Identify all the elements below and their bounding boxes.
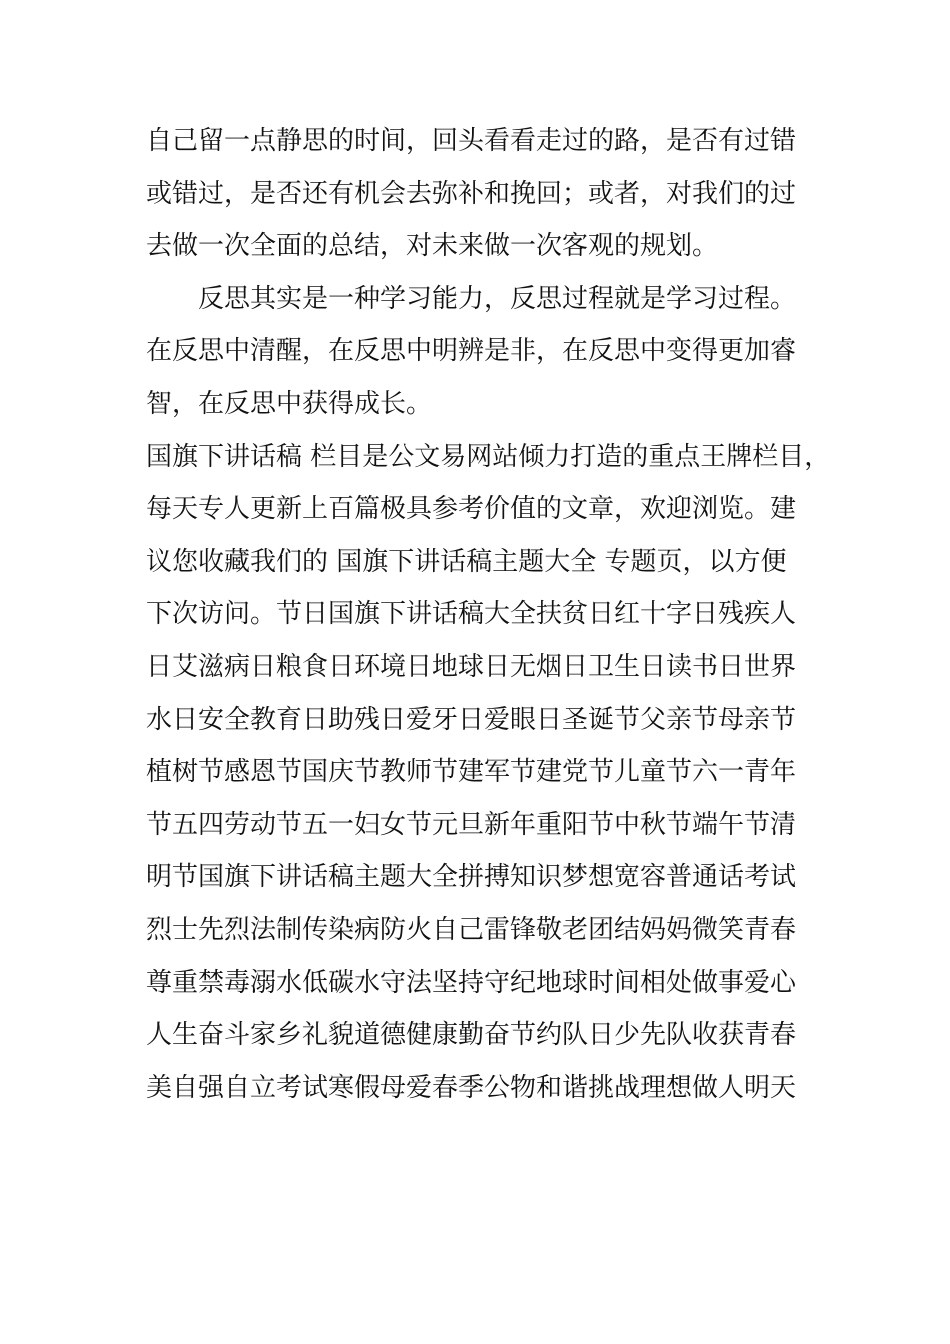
- paragraph-line: 下次访问。节日国旗下讲话稿大全扶贫日红十字日残疾人: [146, 599, 797, 630]
- paragraph-line: 议您收藏我们的 国旗下讲话稿主题大全 专题页，以方便: [146, 546, 787, 577]
- paragraph-line: 水日安全教育日助残日爱牙日爱眼日圣诞节父亲节母亲节: [146, 704, 797, 735]
- paragraph-line: 或错过，是否还有机会去弥补和挽回；或者，对我们的过: [146, 178, 797, 209]
- paragraph-line: 尊重禁毒溺水低碳水守法坚持守纪地球时间相处做事爱心: [146, 967, 797, 998]
- document-body: [146, 115, 831, 1114]
- paragraph-line: 植树节感恩节国庆节教师节建军节建党节儿童节六一青年: [146, 757, 797, 788]
- paragraph-line: 每天专人更新上百篇极具参考价值的文章，欢迎浏览。建: [146, 494, 797, 525]
- paragraph-line: 反思其实是一种学习能力，反思过程就是学习过程。: [198, 283, 797, 314]
- paragraph-line: 日艾滋病日粮食日环境日地球日无烟日卫生日读书日世界: [146, 651, 797, 682]
- paragraph-line: 明节国旗下讲话稿主题大全拼搏知识梦想宽容普通话考试: [146, 862, 797, 893]
- paragraph-line: 智，在反思中获得成长。: [146, 388, 433, 419]
- paragraph-line: 去做一次全面的总结，对未来做一次客观的规划。: [146, 231, 719, 262]
- paragraph-line: 自己留一点静思的时间，回头看看走过的路，是否有过错: [146, 126, 797, 156]
- paragraph-line: 美自强自立考试寒假母爱春季公物和谐挑战理想做人明天: [146, 1072, 797, 1103]
- paragraph-line: 国旗下讲话稿 栏目是公文易网站倾力打造的重点王牌栏目，: [146, 441, 831, 472]
- paragraph-line: 烈士先烈法制传染病防火自己雷锋敬老团结妈妈微笑青春: [146, 914, 797, 945]
- paragraph-line: 节五四劳动节五一妇女节元旦新年重阳节中秋节端午节清: [146, 809, 797, 840]
- paragraph-line: 在反思中清醒，在反思中明辨是非，在反思中变得更加睿: [146, 336, 797, 367]
- paragraph-line: 人生奋斗家乡礼貌道德健康勤奋节约队日少先队收获青春: [146, 1020, 797, 1051]
